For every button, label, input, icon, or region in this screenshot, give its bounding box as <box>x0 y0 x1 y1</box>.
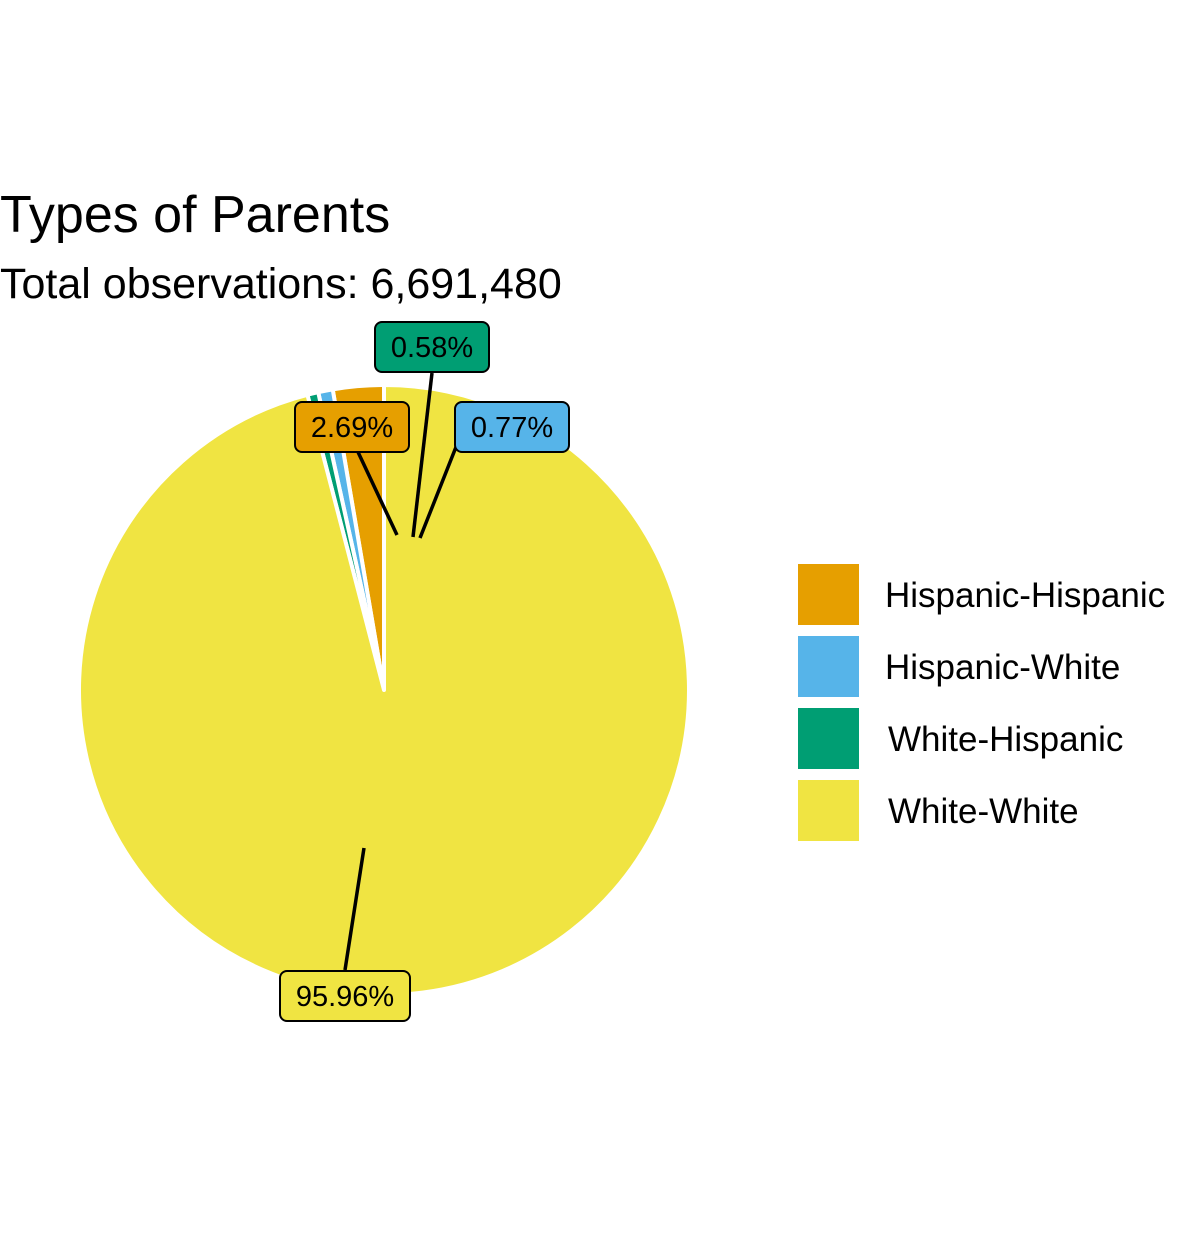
legend-label-hispanic-white: Hispanic-White <box>885 648 1121 687</box>
legend-key-white-white <box>798 780 859 841</box>
legend-item-white-white <box>798 780 1079 841</box>
data-label-white-white <box>280 971 410 1021</box>
legend-key-white-hispanic <box>798 708 859 769</box>
data-label-text-white-hispanic: 0.58% <box>390 332 474 364</box>
pie-slice-white-white <box>79 385 689 995</box>
legend-label-hispanic-hispanic: Hispanic-Hispanic <box>885 576 1166 615</box>
legend-label-white-hispanic: White-Hispanic <box>888 720 1124 759</box>
chart-subtitle: Total observations: 6,691,480 <box>0 260 562 308</box>
data-label-hispanic-hispanic <box>295 402 409 452</box>
legend-key-hispanic-white <box>798 636 859 697</box>
data-label-text-white-white: 95.96% <box>295 981 395 1013</box>
legend <box>798 564 1165 841</box>
legend-item-hispanic-white <box>798 636 1120 697</box>
data-label-text-hispanic-white: 0.77% <box>470 412 554 444</box>
chart-title: Types of Parents <box>0 186 391 244</box>
legend-label-white-white: White-White <box>888 792 1079 831</box>
legend-item-white-hispanic <box>798 708 1123 769</box>
legend-key-hispanic-hispanic <box>798 564 859 625</box>
data-label-hispanic-white <box>455 402 569 452</box>
data-label-text-hispanic-hispanic: 2.69% <box>310 412 394 444</box>
data-label-white-hispanic <box>375 322 489 372</box>
legend-item-hispanic-hispanic <box>798 564 1165 625</box>
pie-slices <box>79 385 689 995</box>
